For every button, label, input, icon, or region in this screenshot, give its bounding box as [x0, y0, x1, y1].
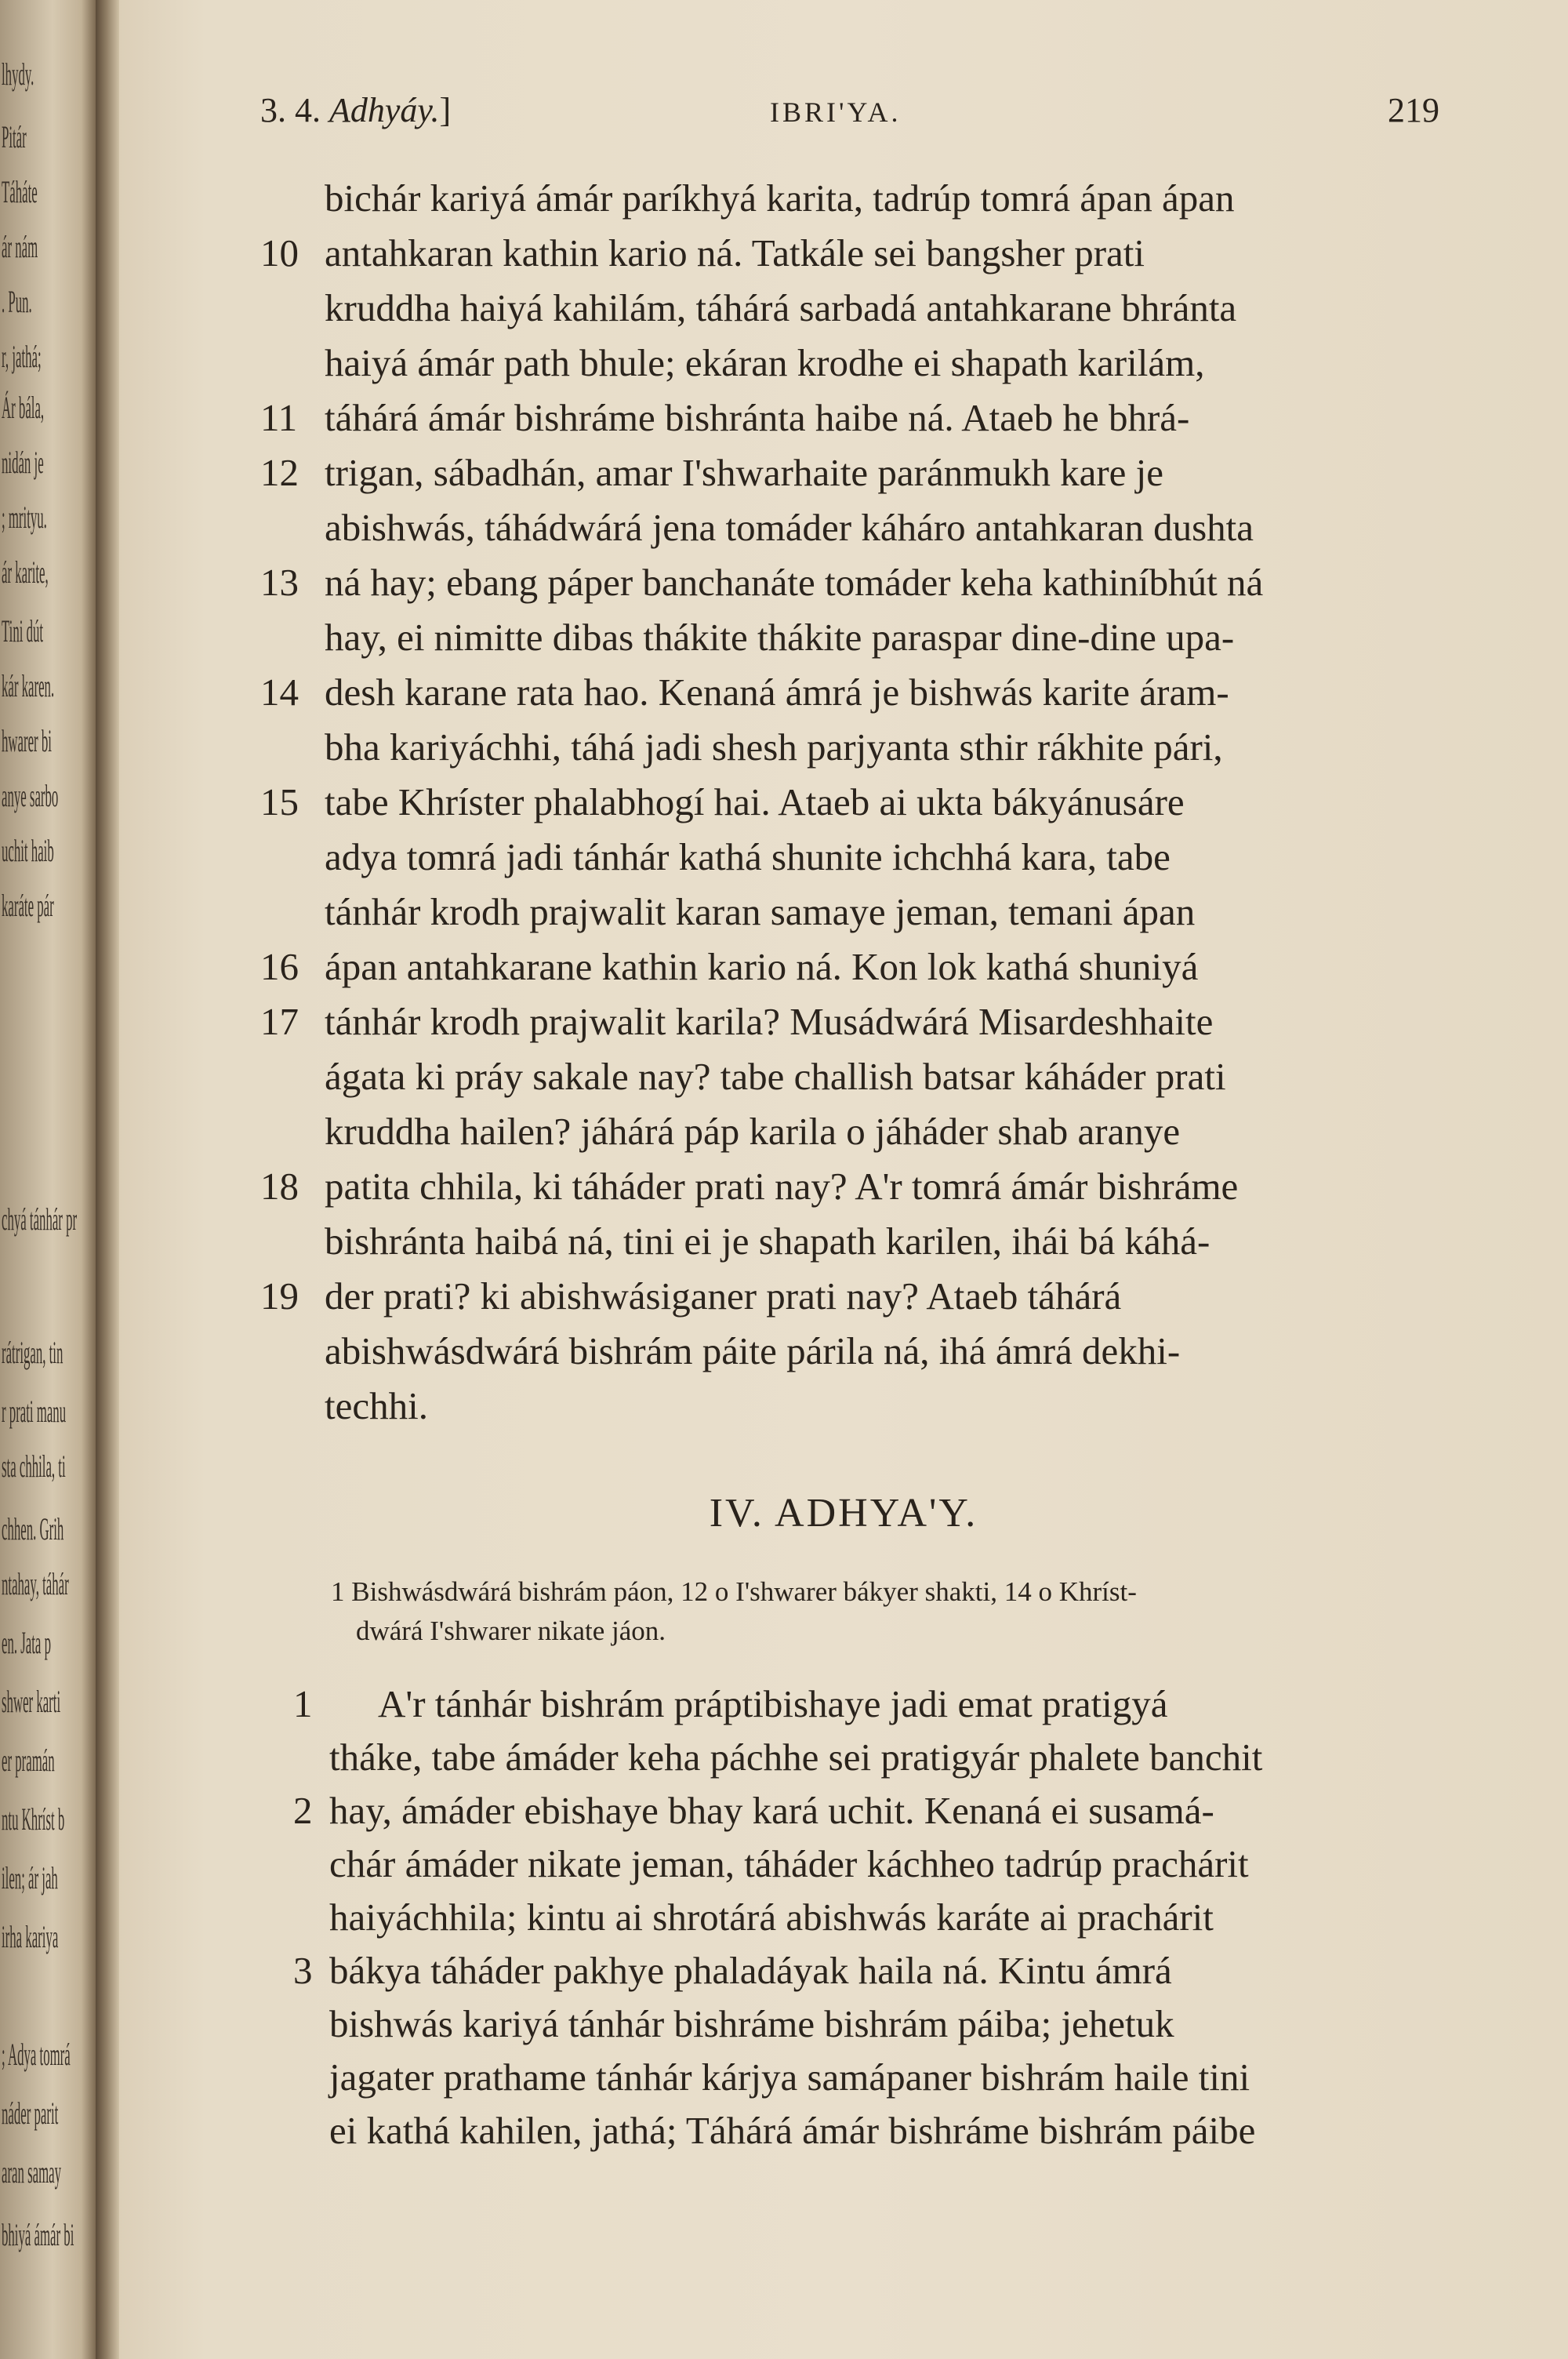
line-text: hay, ámáder ebishaye bhay kará uchit. Kenaná ei susamá- — [329, 1789, 1214, 1832]
chapter-heading: IV. ADHYA'Y. — [709, 1491, 978, 1536]
text-line — [119, 830, 1568, 885]
text-line — [119, 281, 1568, 336]
page-number: 219 — [1388, 91, 1439, 129]
text-line — [119, 2050, 1568, 2105]
line-text: antahkaran kathin kario ná. Tatkále sei bangsher prati — [325, 231, 1145, 274]
line-text: bishránta haibá ná, tini ei je shapath karilen, ihái bá káhá- — [325, 1219, 1210, 1263]
chapter-word: Adhyáy. — [329, 91, 440, 129]
facing-page-fragment: nidán je — [2, 445, 44, 480]
text-line — [119, 2103, 1568, 2158]
header-bracket: ] — [439, 91, 452, 129]
verse-number: 14 — [260, 671, 299, 714]
facing-page-fragment: chhen. Grih — [2, 1511, 64, 1547]
text-line — [119, 1104, 1568, 1159]
facing-page-fragment: Táháte — [2, 174, 38, 209]
facing-page-fragment: hwarer bi — [2, 723, 52, 758]
text-line — [119, 720, 1568, 775]
verse-number: 17 — [260, 1000, 299, 1043]
verse-number: 2 — [293, 1789, 313, 1832]
facing-page-fragment: ár nám — [2, 229, 38, 264]
line-text: haiyáchhila; kintu ai shrotárá abishwás karáte ai prachárit — [329, 1896, 1214, 1939]
book-page — [119, 0, 1568, 2359]
line-text: haiyá ámár path bhule; ekáran krodhe ei shapath karilám, — [325, 341, 1205, 384]
facing-page-fragment: ; mrityu. — [2, 500, 47, 535]
text-line — [119, 1890, 1568, 1945]
text-line — [119, 665, 1568, 720]
facing-page-fragment: Pitár — [2, 119, 27, 154]
verse-number: 15 — [260, 780, 299, 823]
running-head-left — [260, 90, 451, 130]
text-line — [119, 336, 1568, 391]
text-line — [119, 994, 1568, 1049]
text-line — [119, 1379, 1568, 1434]
verse-number: 11 — [260, 396, 298, 439]
facing-page-fragment: kár karen. — [2, 668, 55, 703]
line-text: bichár kariyá ámár paríkhyá karita, tadrúp tomrá ápan ápan — [325, 176, 1235, 220]
line-text: adya tomrá jadi tánhár kathá shunite ichchhá kara, tabe — [325, 835, 1171, 878]
book-gutter — [96, 0, 119, 2359]
verse-number: 1 — [293, 1682, 313, 1725]
text-line — [119, 1214, 1568, 1269]
text-line — [119, 885, 1568, 940]
text-line — [119, 555, 1568, 610]
line-text: kruddha haiyá kahilám, táhárá sarbadá antahkarane bhránta — [325, 286, 1237, 329]
verse-number: 19 — [260, 1274, 299, 1318]
facing-page-fragment: r prati manu — [2, 1394, 67, 1429]
text-line — [119, 1324, 1568, 1379]
line-text: ágata ki práy sakale nay? tabe challish batsar káháder prati — [325, 1055, 1226, 1098]
facing-page-edge — [0, 0, 96, 2359]
facing-page-fragment: er pramán — [2, 1743, 55, 1778]
facing-page-fragment: chyá tánhár pr — [2, 1201, 78, 1237]
line-text: hay, ei nimitte dibas thákite thákite paraspar dine-dine upa- — [325, 616, 1235, 659]
verse-number: 10 — [260, 231, 299, 274]
text-line — [119, 1943, 1568, 1998]
line-text: ná hay; ebang páper banchanáte tomáder keha kathiníbhút ná — [325, 561, 1264, 604]
line-text: jagater prathame tánhár kárjya samápaner bishrám haile tini — [329, 2055, 1250, 2099]
line-text: chár ámáder nikate jeman, táháder káchheo tadrúp prachárit — [329, 1842, 1249, 1885]
facing-page-fragment: ntu Khríst b — [2, 1801, 65, 1837]
line-text: bha kariyáchhi, táhá jadi shesh parjyanta sthir rákhite pári, — [325, 725, 1223, 769]
line-text: abishwás, táhádwárá jena tomáder káháro antahkaran dushta — [325, 506, 1254, 549]
facing-page-fragment: náder parit — [2, 2095, 59, 2131]
verse-number: 16 — [260, 945, 299, 988]
text-line — [119, 445, 1568, 500]
text-line — [119, 500, 1568, 555]
line-text: kruddha hailen? jáhárá páp karila o jáháder shab aranye — [325, 1110, 1181, 1153]
chapter-summary-line: 1 Bishwásdwárá bishrám páon, 12 o I'shwarer bákyer shakti, 14 o Khríst- — [331, 1576, 1137, 1607]
line-text: bishwás kariyá tánhár bishráme bishrám páiba; jehetuk — [329, 2002, 1174, 2045]
text-line — [119, 1159, 1568, 1214]
text-line — [119, 1730, 1568, 1785]
line-text: A'r tánhár bishrám práptibishaye jadi emat pratigyá — [378, 1682, 1168, 1725]
line-text: táhárá ámár bishráme bishránta haibe ná. Ataeb he bhrá- — [325, 396, 1190, 439]
chapter-reference: 3. 4. — [260, 91, 329, 129]
line-text: tánhár krodh prajwalit karan samaye jeman, temani ápan — [325, 890, 1196, 933]
verse-number: 12 — [260, 451, 299, 494]
facing-page-fragment: ár karite, — [2, 554, 49, 590]
facing-page-fragment: rátrigan, tin — [2, 1335, 64, 1370]
text-line — [119, 1677, 1568, 1732]
line-text: desh karane rata hao. Kenaná ámrá je bishwás karite áram- — [325, 671, 1229, 714]
line-text: trigan, sábadhán, amar I'shwarhaite paránmukh kare je — [325, 451, 1164, 494]
facing-page-fragment: Tini dút — [2, 613, 44, 649]
text-line — [119, 940, 1568, 994]
facing-page-fragment: uchit haib — [2, 833, 54, 868]
facing-page-fragment: en. Jata p — [2, 1625, 51, 1660]
text-line — [119, 775, 1568, 830]
text-line — [119, 1837, 1568, 1892]
facing-page-fragment: bhiyá ámár bi — [2, 2217, 74, 2252]
text-line — [119, 1783, 1568, 1838]
line-text: ei kathá kahilen, jathá; Táhárá ámár bishráme bishrám páibe — [329, 2109, 1256, 2152]
line-text: techhi. — [325, 1384, 428, 1427]
line-text: der prati? ki abishwásiganer prati nay? Ataeb táhárá — [325, 1274, 1122, 1318]
text-line — [119, 1997, 1568, 2052]
facing-page-fragment: anye sarbo — [2, 778, 59, 813]
facing-page-fragment: r, jathá; — [2, 339, 42, 374]
verse-number: 13 — [260, 561, 299, 604]
facing-page-fragment: ntahay, táhár — [2, 1566, 69, 1601]
text-line — [119, 226, 1568, 281]
text-line — [119, 391, 1568, 445]
facing-page-fragment: Ár bála, — [2, 390, 45, 425]
verse-number: 18 — [260, 1165, 299, 1208]
text-line — [119, 1269, 1568, 1324]
line-text: bákya táháder pakhye phaladáyak haila ná. Kintu ámrá — [329, 1949, 1172, 1992]
facing-page-fragment: aran samay — [2, 2154, 62, 2190]
facing-page-fragment: . Pun. — [2, 284, 32, 319]
running-head-title: IBRI'YA. — [770, 96, 902, 128]
line-text: tabe Khríster phalabhogí hai. Ataeb ai ukta bákyánusáre — [325, 780, 1185, 823]
verse-number: 3 — [293, 1949, 313, 1992]
line-text: patita chhila, ki táháder prati nay? A'r tomrá ámár bishráme — [325, 1165, 1239, 1208]
facing-page-fragment: karáte pár — [2, 888, 54, 923]
text-line — [119, 1049, 1568, 1104]
facing-page-fragment: shwer karti — [2, 1684, 61, 1719]
line-text: ápan antahkarane kathin kario ná. Kon lok kathá shuniyá — [325, 945, 1199, 988]
facing-page-fragment: lhydy. — [2, 56, 34, 92]
facing-page-fragment: ; Adya tomrá — [2, 2037, 71, 2072]
line-text: abishwásdwárá bishrám páite párila ná, ihá ámrá dekhi- — [325, 1329, 1181, 1372]
line-text: tánhár krodh prajwalit karila? Musádwárá Misardeshhaite — [325, 1000, 1214, 1043]
text-line — [119, 610, 1568, 665]
facing-page-fragment: ilen; ár jah — [2, 1860, 58, 1896]
facing-page-fragment: sta chhila, ti — [2, 1448, 66, 1484]
text-line — [119, 171, 1568, 226]
line-text: tháke, tabe ámáder keha páchhe sei pratigyár phalete banchit — [329, 1736, 1263, 1779]
chapter-summary-line: dwárá I'shwarer nikate jáon. — [356, 1616, 666, 1646]
facing-page-fragment: irha kariya — [2, 1919, 59, 1954]
